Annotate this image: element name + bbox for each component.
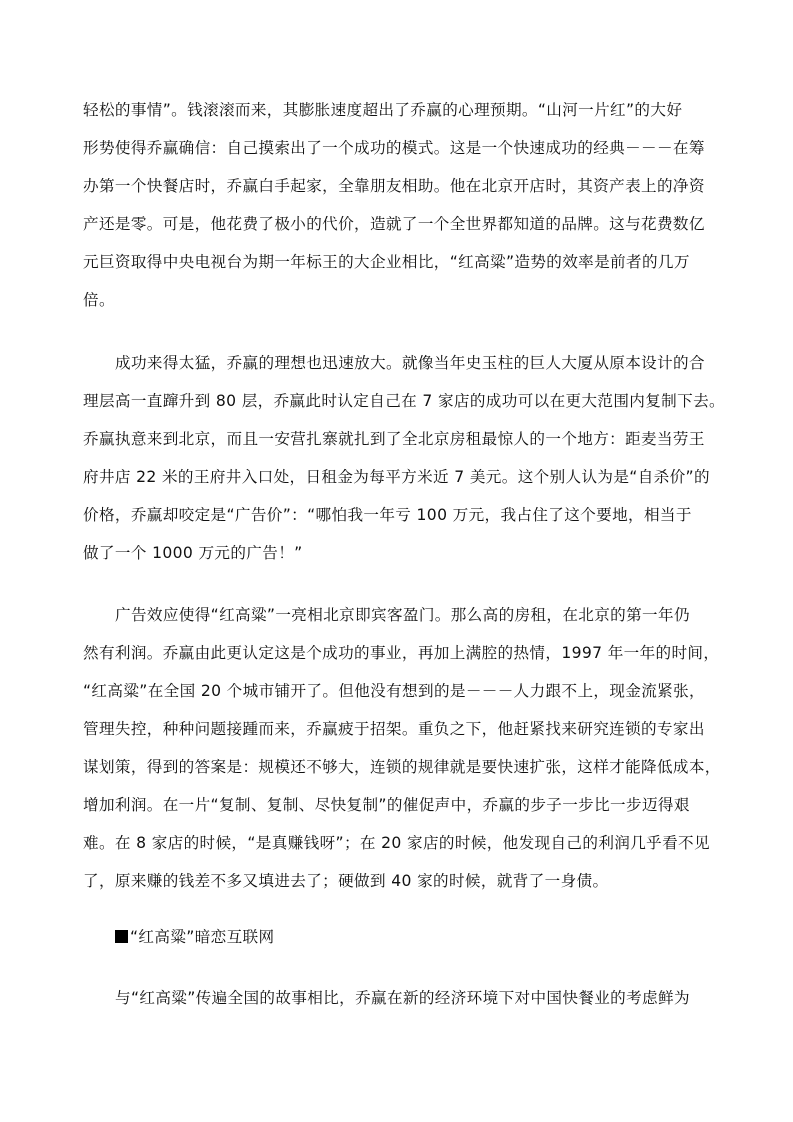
section-heading xyxy=(115,925,755,949)
text-line: 增加利润。在一片“复制、复制、尽快复制”的催促声中，乔赢的步子一步比一步迈得艰 xyxy=(83,796,690,814)
text-line: 然有利润。乔赢由此更认定这是个成功的事业，再加上满腔的热情，1997 年一年的时间， xyxy=(83,644,720,662)
text-line: 了，原来赚的钱差不多又填进去了；硬做到 40 家的时候，就背了一身债。 xyxy=(83,872,609,890)
text-line: 府井店 22 米的王府井入口处，日租金为每平方米近 7 美元。这个别人认为是“自杀价”的 xyxy=(83,468,710,486)
black-square-icon xyxy=(115,930,128,943)
text-line: 办第一个快餐店时，乔赢白手起家，全靠朋友相助。他在北京开店时，其资产表上的净资 xyxy=(83,177,705,195)
text-line: 管理失控，种种问题接踵而来，乔赢疲于招架。重负之下，他赶紧找来研究连锁的专家出 xyxy=(83,720,705,738)
text-line: 产还是零。可是，他花费了极小的代价，造就了一个全世界都知道的品牌。这与花费数亿 xyxy=(83,215,705,233)
text-line: 元巨资取得中央电视台为期一年标王的大企业相比，“红高粱”造势的效率是前者的几万 xyxy=(83,253,690,271)
text-line: 乔赢执意来到北京，而且一安营扎寨就扎到了全北京房租最惊人的一个地方：距麦当劳王 xyxy=(83,430,705,448)
text-line: 难。在 8 家店的时候，“是真赚钱呀”；在 20 家店的时候，他发现自己的利润几乎看不见 xyxy=(83,834,710,852)
section-heading-text: “红高粱”暗恋互联网 xyxy=(130,928,275,946)
text-line: 成功来得太猛，乔赢的理想也迅速放大。就像当年史玉柱的巨人大厦从原本设计的合 xyxy=(115,354,705,372)
text-line: “红高粱”在全国 20 个城市铺开了。但他没有想到的是－－－人力跟不上，现金流紧张， xyxy=(83,682,705,700)
text-line: 轻松的事情”。钱滚滚而来，其膨胀速度超出了乔赢的心理预期。“山河一片红”的大好 xyxy=(83,101,683,119)
text-line: 广告效应使得“红高粱”一亮相北京即宾客盈门。那么高的房租，在北京的第一年仍 xyxy=(115,606,690,624)
text-line: 价格，乔赢却咬定是“广告价”：“哪怕我一年亏 100 万元，我占住了这个要地，相当于 xyxy=(83,506,692,524)
text-line: 与“红高粱”传遍全国的故事相比，乔赢在新的经济环境下对中国快餐业的考虑鲜为 xyxy=(115,989,690,1007)
text-line: 倍。 xyxy=(83,291,115,309)
text-line: 谋划策，得到的答案是：规模还不够大，连锁的规律就是要快速扩张，这样才能降低成本， xyxy=(83,758,721,776)
text-line: 形势使得乔赢确信：自己摸索出了一个成功的模式。这是一个快速成功的经典－－－在筹 xyxy=(83,139,705,157)
text-line: 理层高一直蹿升到 80 层，乔赢此时认定自己在 7 家店的成功可以在更大范围内复制下去。 xyxy=(83,392,725,410)
text-line: 做了一个 1000 万元的广告！” xyxy=(83,544,303,562)
